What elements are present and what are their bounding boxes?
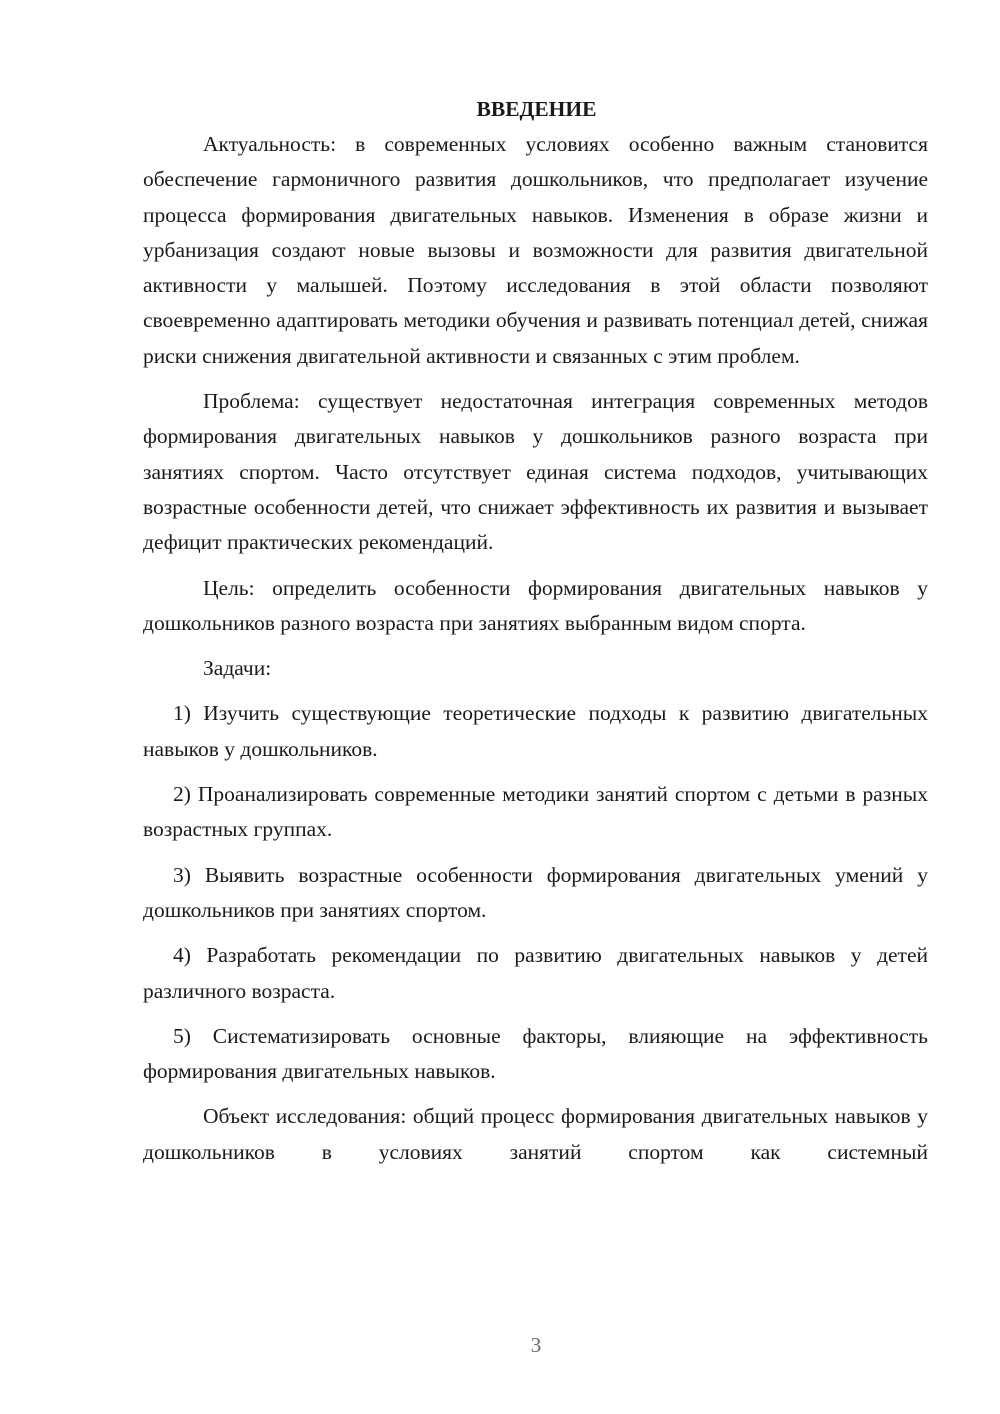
problem-paragraph: Проблема: существует недостаточная интеграция современных методов формирования двигательных навыков у дошкольников разного возраста при занятиях спортом. Часто отсутствует единая система подходов, учитывающих возрастные особенности детей, что снижает эффективность их развития и вызывает дефицит практических рекомендаций. [143, 389, 928, 555]
page-content [143, 92, 928, 1170]
task-item-1: 1) Изучить существующие теоретические подходы к развитию двигательных навыков у дошкольников. [143, 701, 928, 761]
tasks-label: Задачи: [203, 656, 272, 681]
section-heading: ВВЕДЕНИЕ [476, 97, 597, 121]
task-item-2: 2) Проанализировать современные методики занятий спортом с детьми в разных возрастных группах. [143, 782, 928, 842]
goal-paragraph: Цель: определить особенности формирования двигательных навыков у дошкольников разного возраста при занятиях выбранным видом спорта. [143, 575, 928, 635]
task-item-4: 4) Разработать рекомендации по развитию двигательных навыков у детей различного возраста. [143, 943, 928, 1003]
page-number: 3 [530, 1333, 542, 1357]
relevance-paragraph: Актуальность: в современных условиях особенно важным становится обеспечение гармоничного развития дошкольников, что предполагает изучение процесса формирования двигательных навыков. Изменения в образе жизни и урбанизация создают новые вызовы и возможности для развития двигательной активности у малышей. Поэтому исследования в этой области позволяют своевременно адаптировать методики обучения и развивать потенциал детей, снижая риски снижения двигательной активности и связанных с этим проблем. [143, 132, 928, 368]
object-paragraph: Объект исследования: общий процесс формирования двигательных навыков у дошкольников в условиях занятий спортом как системный [143, 1104, 928, 1164]
task-item-5: 5) Систематизировать основные факторы, влияющие на эффективность формирования двигательных навыков. [143, 1023, 928, 1084]
task-item-3: 3) Выявить возрастные особенности формирования двигательных умений у дошкольников при занятиях спортом. [143, 862, 928, 922]
